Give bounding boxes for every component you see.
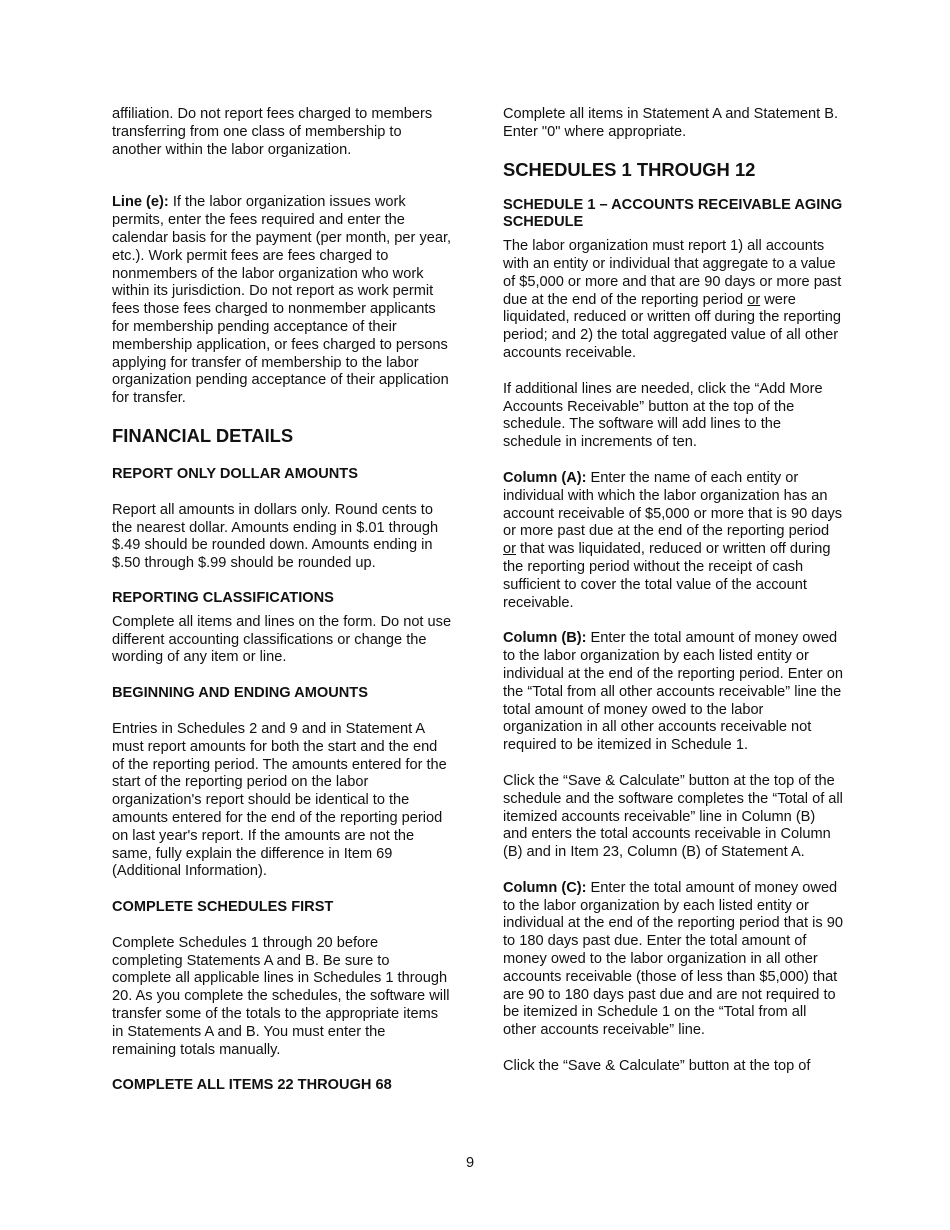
line-e-paragraph	[112, 194, 452, 408]
schedule-1-intro-b: were liquidated, reduced or written off during the reporting period; and 2) the total aggregated value of all other accounts receivable.	[503, 291, 842, 361]
save-calculate-paragraph-2: Click the “Save & Calculate” button at the top of	[503, 1058, 811, 1075]
schedules-first-heading: COMPLETE SCHEDULES FIRST	[112, 899, 334, 916]
reporting-classifications-text: Complete all items and lines on the form. Do not use different accounting classifications or change the wording of any item or line.	[112, 613, 452, 666]
column-b-text: Enter the total amount of money owed to the labor organization by each listed entity or individual at the end of the reporting period. Enter on the “Total from all other accounts receivable” line the total amount of money owed to the labor organization in all other accounts receivable not required to be itemized in Schedule 1.	[503, 630, 843, 754]
column-a-text-a: Enter the name of each entity or individual with which the labor organization has an account receivable of $5,000 or more that is 90 days or more past due at the end of the reporting period	[503, 469, 843, 540]
complete-statements-paragraph: Complete all items in Statement A and Statement B. Enter "0" where appropriate.	[503, 106, 839, 140]
schedule-1-intro-a: The labor organization must report 1) all accounts with an entity or individual that aggregate to a value of $5,000 or more and that are 90 days or more past due at the end of the reporting period	[503, 238, 842, 308]
line-e-label: Line (e):	[112, 194, 169, 211]
schedules-first-text: Complete Schedules 1 through 20 before completing Statements A and B. Be sure to complete all applicable lines in Schedules 1 through 20. As you complete the schedules, the software will transfer some of the totals to the appropriate items in Statements A and B. You must enter the remaining totals manually.	[112, 934, 450, 1058]
schedule-1-heading: SCHEDULE 1 – ACCOUNTS RECEIVABLE AGING SCHEDULE	[503, 196, 843, 231]
schedule-1-intro	[503, 238, 843, 363]
line-e-text: If the labor organization issues work permits, enter the fees required and enter the calendar basis for the payment (per month, per year, etc.). Work permit fees are fees charged to nonmembers of the labor organization who work within its jurisdiction. Do not report as work permit fees those fees charged to nonmember applicants for membership pending acceptance of their membership application, or fees charged to persons applying for transfer of membership to the labor organization pending acceptance of their application for transfer.	[112, 194, 452, 407]
beginning-ending-text: Entries in Schedules 2 and 9 and in Statement A must report amounts for both the start and the end of the reporting period. The amounts entered for the start of the reporting period on the labor organization's report should be identical to the amounts entered for the end of the reporting period on last year's report. If the amounts are not the same, fully explain the difference in Item 69 (Additional Information).	[112, 720, 447, 880]
beginning-ending-heading: BEGINNING AND ENDING AMOUNTS	[112, 685, 368, 702]
column-a-label: Column (A):	[503, 469, 587, 486]
column-a-or: or	[503, 541, 516, 558]
complete-items-heading: COMPLETE ALL ITEMS 22 THROUGH 68	[112, 1077, 392, 1094]
save-calculate-paragraph-1: Click the “Save & Calculate” button at the top of the schedule and the software completes the “Total of all itemized accounts receivable” line in Column (B) and enters the total accounts receivable in Column (B) and in Item 23, Column (B) of Statement A.	[503, 772, 843, 861]
column-a-paragraph	[503, 470, 843, 612]
report-dollars-text: Report all amounts in dollars only. Round cents to the nearest dollar. Amounts ending in $.01 through $.49 should be rounded down. Amounts ending in $.50 through $.99 should be rounded up.	[112, 501, 439, 572]
schedule-1-intro-or: or	[747, 291, 761, 308]
column-b-label: Column (B):	[503, 630, 587, 647]
schedules-heading: SCHEDULES 1 THROUGH 12	[503, 158, 756, 180]
column-c-label: Column (C):	[503, 879, 587, 896]
column-c-paragraph	[503, 880, 843, 1040]
column-a-text-b: that was liquidated, reduced or written off during the reporting period without the receipt of cash sufficient to cover the total value of the account receivable.	[503, 541, 831, 611]
column-c-text: Enter the total amount of money owed to the labor organization by each listed entity or individual at the end of the reporting period that is 90 to 180 days past due. Enter the total amount of money owed to the labor organization in all other accounts receivable (those of less than $5,000) that are 90 to 180 days past due and are not required to be itemized in Schedule 1 on the “Total from all other accounts receivable” line.	[503, 879, 843, 1039]
report-dollars-heading: REPORT ONLY DOLLAR AMOUNTS	[112, 465, 358, 482]
column-b-paragraph	[503, 630, 843, 755]
right-column	[503, 106, 843, 1076]
page-number: 9	[465, 1155, 475, 1171]
affiliation-paragraph: affiliation. Do not report fees charged to members transferring from one class of membership to another within the labor organization.	[112, 106, 433, 158]
left-column	[112, 106, 452, 1095]
reporting-classifications-heading: REPORTING CLASSIFICATIONS	[112, 589, 334, 606]
financial-details-heading: FINANCIAL DETAILS	[112, 424, 294, 446]
additional-lines-paragraph: If additional lines are needed, click the “Add More Accounts Receivable” button at the top of the schedule. The software will add lines to the schedule in increments of ten.	[503, 380, 823, 451]
